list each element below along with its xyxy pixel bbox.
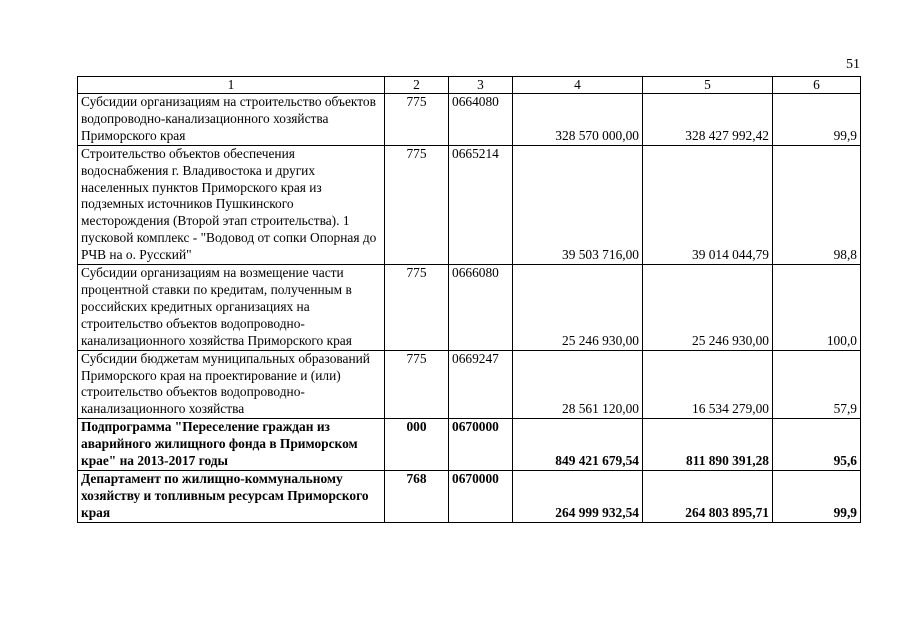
row-name: Строительство объектов обеспечения водоснабжения г. Владивостока и других населенных пунктов Приморского края из подземных источников Пушкинского месторождения (Второй этап строительства). 1 пусковой комплекс - "Водовод от сопки Опорная до РЧВ на о. Русский" (78, 145, 385, 264)
row-code: 0665214 (449, 145, 513, 264)
table-header-row (78, 77, 861, 94)
row-grbs: 775 (385, 94, 449, 146)
row-fact: 25 246 930,00 (643, 265, 773, 351)
table-row-subprogram (78, 419, 861, 471)
row-name: Субсидии бюджетам муниципальных образований Приморского края на проектирование и (или) строительство объектов водопроводно-канализационного хозяйства (78, 350, 385, 419)
row-code: 0669247 (449, 350, 513, 419)
row-fact: 811 890 391,28 (643, 419, 773, 471)
table-row-department (78, 470, 861, 522)
row-name: Субсидии организациям на возмещение части процентной ставки по кредитам, полученным в российских кредитных организациях на строительство объектов водопроводно-канализационного хозяйства Приморского края (78, 265, 385, 351)
row-code: 0670000 (449, 470, 513, 522)
header-col-5: 5 (643, 77, 773, 94)
row-grbs: 775 (385, 145, 449, 264)
row-percent: 95,6 (773, 419, 861, 471)
header-col-1: 1 (78, 77, 385, 94)
row-fact: 16 534 279,00 (643, 350, 773, 419)
row-code: 0666080 (449, 265, 513, 351)
row-grbs: 000 (385, 419, 449, 471)
row-fact: 264 803 895,71 (643, 470, 773, 522)
table-row (78, 265, 861, 351)
page-number: 51 (846, 57, 860, 72)
header-col-3: 3 (449, 77, 513, 94)
row-plan: 264 999 932,54 (513, 470, 643, 522)
row-code: 0670000 (449, 419, 513, 471)
row-plan: 28 561 120,00 (513, 350, 643, 419)
header-col-6: 6 (773, 77, 861, 94)
row-fact: 39 014 044,79 (643, 145, 773, 264)
row-plan: 25 246 930,00 (513, 265, 643, 351)
row-name: Департамент по жилищно-коммунальному хозяйству и топливным ресурсам Приморского края (78, 470, 385, 522)
row-grbs: 775 (385, 350, 449, 419)
table-row (78, 145, 861, 264)
row-plan: 849 421 679,54 (513, 419, 643, 471)
row-plan: 328 570 000,00 (513, 94, 643, 146)
row-fact: 328 427 992,42 (643, 94, 773, 146)
row-grbs: 775 (385, 265, 449, 351)
row-percent: 99,9 (773, 94, 861, 146)
table-row (78, 350, 861, 419)
row-percent: 100,0 (773, 265, 861, 351)
table-row (78, 94, 861, 146)
row-name: Подпрограмма "Переселение граждан из аварийного жилищного фонда в Приморском крае" на 2013-2017 годы (78, 419, 385, 471)
row-name: Субсидии организациям на строительство объектов водопроводно-канализационного хозяйства Приморского края (78, 94, 385, 146)
header-col-2: 2 (385, 77, 449, 94)
row-percent: 57,9 (773, 350, 861, 419)
row-code: 0664080 (449, 94, 513, 146)
row-percent: 98,8 (773, 145, 861, 264)
header-col-4: 4 (513, 77, 643, 94)
budget-table (77, 76, 861, 523)
row-plan: 39 503 716,00 (513, 145, 643, 264)
row-grbs: 768 (385, 470, 449, 522)
row-percent: 99,9 (773, 470, 861, 522)
